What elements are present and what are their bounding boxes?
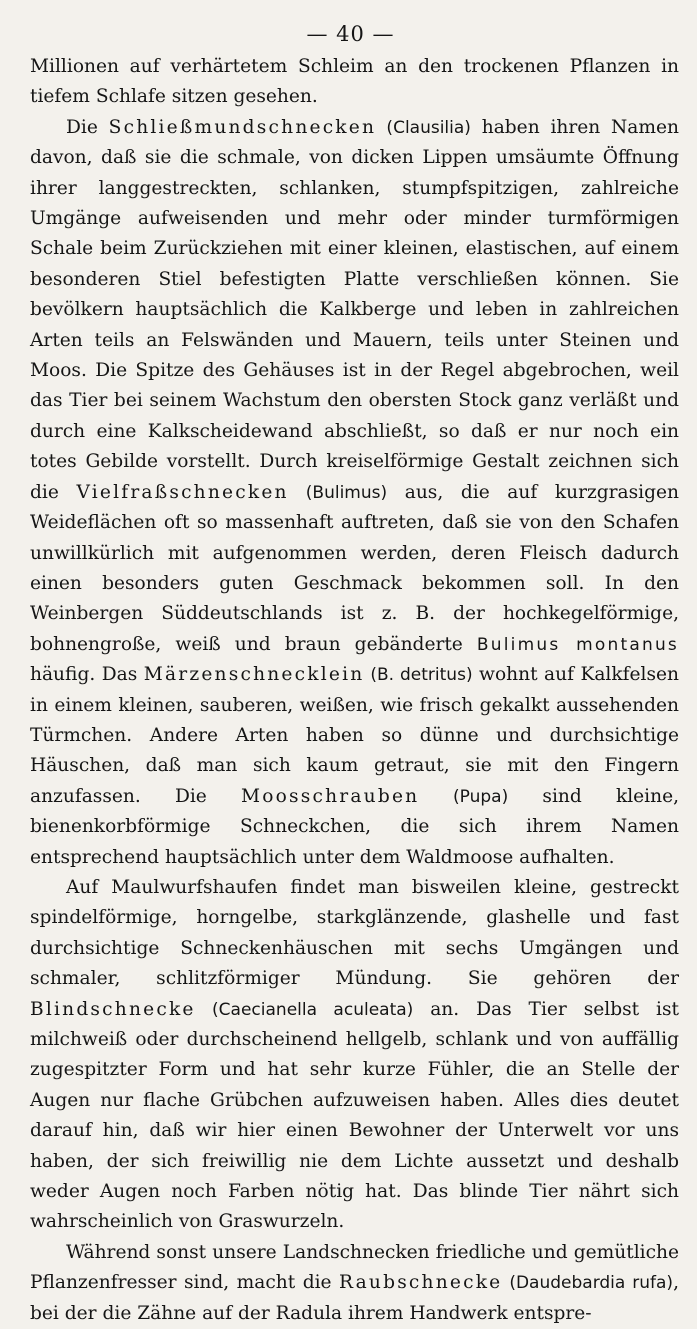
page-number: — 40 — (306, 22, 395, 46)
paragraph (30, 1238, 679, 1329)
text-run: Während sonst unsere Landschnecken friedliche und gemütliche Pflanzenfresser sind, macht die (30, 1241, 679, 1294)
species-name: Blindschnecke (30, 998, 196, 1020)
latin-name: (Pupa) (419, 786, 509, 807)
latin-name: (Bulimus) (288, 482, 388, 503)
text-run: Millionen auf verhärtetem Schleim an den trockenen Pflanzen in tiefem Schlafe sitzen gesehen. (30, 56, 679, 108)
text-run: wohnt auf Kalkfelsen in einem kleinen, sauberen, weißen, wie frisch gekalkt aussehenden Türmchen. Andere Arten haben so dünne und durchsichtige Häuschen, daß man sich kaum getraut, sie mit den Fingern anzufassen. Die (30, 664, 680, 807)
body-text (30, 52, 679, 1329)
species-name: Raubschnecke (339, 1272, 503, 1294)
text-run: an. Das Tier selbst ist milchweiß oder durchscheinend hellgelb, schlank und von auffällig zugespitzter Form und hat sehr kurze Fühler, die an Stelle der Augen nur flache Grübchen aufzuweisen haben. Alles dies deutet darauf hin, daß wir hier einen Bewohner der Unterwelt vor uns haben, der sich freiwillig nie dem Lichte aussetzt und deshalb weder Augen noch Farben nötig hat. Das blinde Tier nährt sich wahrscheinlich von Graswurzeln. (30, 998, 680, 1233)
text-run: aus, die auf kurzgrasigen Weideflächen oft so massenhaft auftreten, daß sie von den Schafen unwillkürlich mit aufgenommen werden, deren Fleisch dadurch einen besonders guten Geschmack bekommen soll. In den Weinbergen Süddeutschlands ist z. B. der hochkegelförmige, bohnengroße, weiß und braun gebänderte (30, 481, 680, 655)
species-name: Märzenschnecklein (143, 664, 365, 686)
latin-name: (Caecianella aculeata) (195, 999, 414, 1020)
paragraph (30, 52, 679, 113)
paragraph (30, 873, 679, 1238)
paragraph (30, 113, 679, 873)
latin-name: (B. detritus) (364, 665, 473, 686)
latin-name: (Daudebardia rufa) (502, 1273, 674, 1294)
text-run: Die (66, 116, 109, 138)
latin-name: Bulimus montanus (476, 634, 679, 655)
text-run: häufig. Das (30, 664, 144, 686)
species-name: Moosschrauben (241, 785, 420, 807)
species-name: Vielfraßschnecken (76, 481, 289, 503)
species-name: Schließmundschnecken (108, 116, 377, 138)
text-run: , bei der die Zähne auf der Radula ihrem Handwerk entspre- (30, 1272, 679, 1324)
latin-name: (Clausilia) (376, 117, 471, 138)
text-run: sind kleine, bienenkorbförmige Schneckchen, die sich ihrem Namen entsprechend hauptsächlich unter dem Waldmoose aufhalten. (30, 785, 679, 868)
text-run: haben ihren Namen davon, daß sie die schmale, von dicken Lippen umsäumte Öffnung ihrer langgestreckten, schlanken, stumpfspitzigen, zahlreiche Umgänge aufweisenden und mehr oder minder turmförmigen Schale beim Zurückziehen mit einer kleinen, elastischen, auf einem besonderen Stiel befestigten Platte verschließen können. Sie bevölkern hauptsächlich die Kalkberge und leben in zahlreichen Arten teils an Felswänden und Mauern, teils unter Steinen und Moos. Die Spitze des Gehäuses ist in der Regel abgebrochen, weil das Tier bei seinem Wachstum den obersten Stock ganz verläßt und durch eine Kalkscheidewand abschließt, so daß er nur noch ein totes Gebilde vorstellt. Durch kreiselförmige Gestalt zeichnen sich die (30, 116, 679, 503)
text-run: Auf Maulwurfshaufen findet man bisweilen kleine, gestreckt spindelförmige, horngelbe, starkglänzende, glashelle und fast durchsichtige Schneckenhäuschen mit sechs Umgängen und schmaler, schlitzförmiger Mündung. Sie gehören der (30, 876, 679, 990)
